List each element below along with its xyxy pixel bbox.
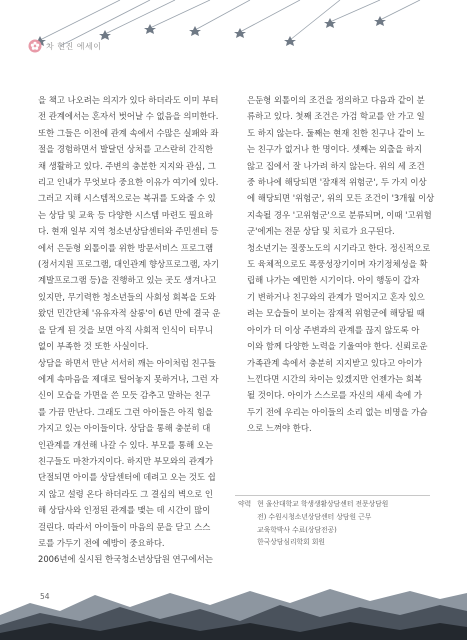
body-paragraph: 은둔형 외톨이의 조건을 정의하고 다음과 같이 분 류하고 있다. 첫째 조건은 가검 학교를 안 가고 일 도 하지 않는다. 둘째는 현재 친한 친구나 같이 노 는 친구가 없거나 한 명이다. 셋째는 외출을 하지 않고 집에서 잘 나가려 하지 않는다. 위의 세 조건 중 하나에 해당되면 '잠재적 위험군', 두 가지 이상 에 해당되면 '위험군', 위의 모든 조건이 '3개월 이상 지속될 경우 '고위험군'으로 분류되며, 이때 '고위험 군'에게는 전문 상담 및 치료가 요구된다. xyxy=(247,95,435,237)
right-column xyxy=(247,92,442,437)
left-column xyxy=(38,92,233,568)
body-paragraph: 청소년기는 질풍노도의 시기라고 한다. 정신적으로 도 육체적으로도 폭풍성장기이며 자기정체성을 확 립해 나가는 예민한 시기이다. 아이 행동이 갑자 기 변하거나 친구와의 관계가 멀어지고 혼자 있으 려는 모습들이 보이는 잠재적 위험군에 해당될 때 아이가 더 이상 주변과의 관계를 끊지 않도록 아 이와 함께 다양한 노력을 기울여야 한다. 신뢰로운 가족관계 속에서 충분히 지지받고 있다고 아이가 느낀다면 시간의 차이는 있겠지만 언젠가는 회복 될 것이다. 아이가 스스로를 자신의 새세 속에 가 두기 전에 우리는 아이들의 소리 없는 비명을 가슴 으로 느껴야 한다. xyxy=(247,242,431,434)
author-bio xyxy=(238,498,438,549)
star-streaks-decor xyxy=(0,0,467,70)
author-bio-line: 한국상담심리학회 회원 xyxy=(257,538,325,547)
body-paragraph: 을 책고 나오려는 의지가 있다 하더라도 이미 부터 전 관계에서는 혼자서 벗어날 수 없음을 의미한다. 또한 그들은 이전에 관계 속에서 수많은 실패와 좌 절을 경험하면서 발달던 상처를 고스란히 간직한 채 생활하고 있다. 주변의 충분한 지지와 관심, 그 리고 인내가 무엇보다 중요한 이유가 여기에 있다. 그러고 지해 시스템적으로는 복귀를 도와줄 수 있 는 상담 및 교육 등 다양한 시스템 마련도 필요하 다. 현재 일부 지역 청소년상담센터와 주민센터 등 에서 은둔형 외톨이를 위한 방문서비스 프로그램 (정서지원 프로그램, 대인관계 향상프로그램, 자기 계발프로그램 등)을 진행하고 있는 곳도 생겨나고 있지만, 무기력한 청소년들의 사회성 회복을 도와 왔던 민간단체 '유유자적 살롱'이 6년 만에 결국 운 을 닫게 된 것을 보면 아직 사회적 인식이 터무니 없이 부족한 것 또한 사실이다. xyxy=(38,95,221,352)
mountain-silhouette-decor xyxy=(0,585,467,640)
section-label xyxy=(28,38,101,54)
body-paragraph: 2006년에 실시된 한국청소년상담원 연구에서는 xyxy=(38,554,213,565)
flower-icon xyxy=(28,39,42,53)
author-bio-label: 약력 xyxy=(238,500,252,508)
author-divider xyxy=(235,495,430,496)
author-bio-line: 전) 수원시청소년상담센터 상담원 근무 xyxy=(257,512,372,521)
author-bio-line: 교육학박사 수료(상담전공) xyxy=(257,525,337,534)
section-title: 차 현진 에세이 xyxy=(46,41,102,51)
page-number: 54 xyxy=(40,592,50,601)
body-paragraph: 상담을 하면서 만난 서서히 깨는 아이처럼 친구들 에게 속마음을 제대로 털어놓지 못하거나, 그런 자 신이 모습을 가면을 쓴 모듯 감추고 말하는 친구 를 가끔 만난다. 그래도 그런 아이들은 아직 힘을 가지고 있는 아이들이다. 상담을 통해 충분히 대 인관계를 개선해 나갈 수 있다. 부모를 통해 오는 친구들도 마찬가지이다. 하지만 부모와의 관계가 단절되면 아이를 상담센터에 데려고 오는 것도 쉽 지 않고 설령 온다 하더라도 그 결심의 벽으로 인 해 상담사와 인정된 관계를 맺는 데 시간이 많이 걸린다. 따라서 아이들이 마음의 문을 닫고 스스 로를 가두기 전에 예방이 중요하다. xyxy=(38,357,219,548)
author-bio-line: 현 울산대학교 학생생활상담센터 전문상담원 xyxy=(257,500,389,508)
